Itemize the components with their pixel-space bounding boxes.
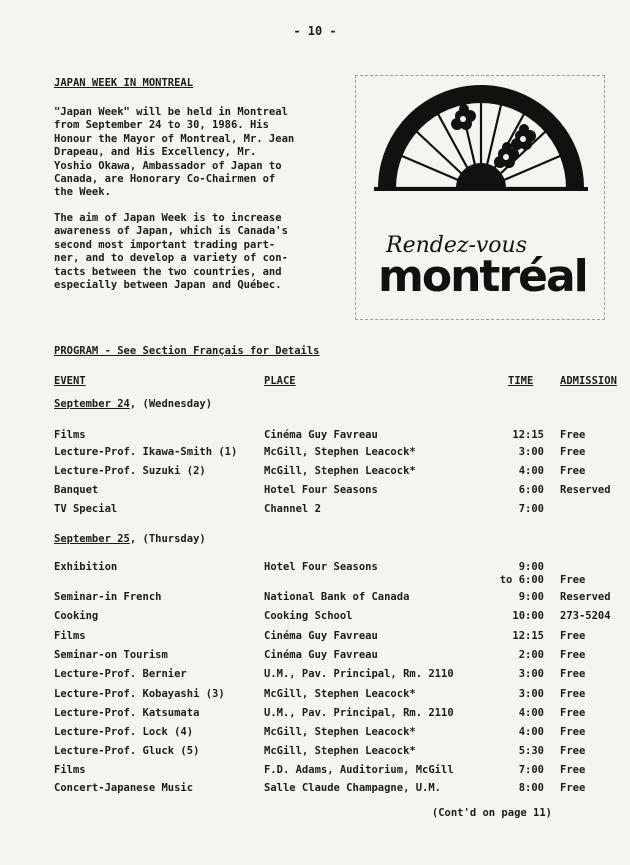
time-cell: 12:15	[512, 429, 544, 441]
time-cell: 10:00	[512, 610, 544, 622]
admission-cell: Free	[560, 707, 586, 719]
table-row	[0, 503, 630, 521]
place-cell: McGill, Stephen Leacock*	[264, 745, 416, 757]
time-cell: 4:00	[518, 726, 544, 738]
header-admission: ADMISSION	[560, 375, 617, 387]
time-cell: 4:00	[518, 465, 544, 477]
place-cell: McGill, Stephen Leacock*	[264, 726, 416, 738]
event-cell: Films	[54, 764, 86, 776]
section-date-sep25: September 25, (Thursday)	[54, 533, 206, 545]
admission-cell: Free	[560, 782, 586, 794]
place-cell: Hotel Four Seasons	[264, 484, 378, 496]
program-title: PROGRAM - See Section Français for Details	[54, 345, 320, 357]
rendez-vous-montreal-logo	[355, 75, 605, 320]
place-cell: McGill, Stephen Leacock*	[264, 688, 416, 700]
admission-cell: Reserved	[560, 484, 611, 496]
time-cell: 12:15	[512, 630, 544, 642]
admission-cell: Free	[560, 726, 586, 738]
place-cell: National Bank of Canada	[264, 591, 410, 603]
table-row	[0, 484, 630, 502]
admission-cell: Free	[560, 764, 586, 776]
place-cell: Cinéma Guy Favreau	[264, 630, 378, 642]
event-cell: Lecture-Prof. Katsumata	[54, 707, 200, 719]
admission-cell: Free	[560, 745, 586, 757]
place-cell: McGill, Stephen Leacock*	[264, 465, 416, 477]
event-cell: Lecture-Prof. Kobayashi (3)	[54, 688, 225, 700]
continued-note: (Cont'd on page 11)	[431, 807, 552, 819]
time-cell: 3:00	[518, 688, 544, 700]
place-cell: McGill, Stephen Leacock*	[264, 446, 416, 458]
event-cell: Lecture-Prof. Bernier	[54, 668, 187, 680]
time-cell: 5:30	[518, 745, 544, 757]
event-cell: Lecture-Prof. Gluck (5)	[54, 745, 200, 757]
event-cell: Seminar-on Tourism	[54, 649, 168, 661]
event-cell: Films	[54, 429, 86, 441]
time-cell: 7:00	[518, 764, 544, 776]
header-place: PLACE	[264, 375, 296, 387]
time-cell: 2:00	[518, 649, 544, 661]
table-row	[0, 446, 630, 464]
place-cell: Hotel Four Seasons	[264, 561, 378, 573]
time-cell: 9:00	[518, 561, 544, 573]
place-cell: Cinéma Guy Favreau	[264, 429, 378, 441]
header-event: EVENT	[54, 375, 86, 387]
time-cell: 3:00	[518, 446, 544, 458]
section-date-sep24: September 24, (Wednesday)	[54, 398, 213, 410]
logo-wordmark: montréal	[378, 251, 587, 302]
place-cell: Cinéma Guy Favreau	[264, 649, 378, 661]
event-cell: Banquet	[54, 484, 99, 496]
table-row	[0, 707, 630, 725]
event-cell: Seminar-in French	[54, 591, 162, 603]
time-cell: to 6:00	[499, 574, 544, 586]
table-row	[0, 782, 630, 800]
table-row	[0, 668, 630, 686]
place-cell: F.D. Adams, Auditorium, McGill	[264, 764, 454, 776]
time-cell: 9:00	[518, 591, 544, 603]
admission-cell: Reserved	[560, 591, 611, 603]
page-number: - 10 -	[293, 24, 337, 38]
article-paragraph-2: The aim of Japan Week is to increase awareness of Japan, which is Canada's second most important trading part- ner, and to develop a variety of con- tacts between the two countries, and especially between Japan and Québec.	[54, 212, 288, 292]
table-row	[0, 726, 630, 744]
event-cell: Lecture-Prof. Suzuki (2)	[54, 465, 206, 477]
logo-tagline: Rendez-vous	[386, 233, 528, 258]
time-cell: 6:00	[518, 484, 544, 496]
header-time: TIME	[508, 375, 534, 387]
admission-cell: 273-5204	[560, 610, 611, 622]
event-cell: TV Special	[54, 503, 118, 515]
table-row	[0, 764, 630, 782]
admission-cell: Free	[560, 429, 586, 441]
place-cell: Cooking School	[264, 610, 353, 622]
time-cell: 4:00	[518, 707, 544, 719]
admission-cell: Free	[560, 574, 586, 586]
table-row	[0, 649, 630, 667]
admission-cell: Free	[560, 465, 586, 477]
place-cell: Channel 2	[264, 503, 321, 515]
time-cell: 3:00	[518, 668, 544, 680]
article-paragraph-1: "Japan Week" will be held in Montreal from September 24 to 30, 1986. His Honour the Mayor of Montreal, Mr. Jean Drapeau, and His Excellency, Mr. Yoshio Okawa, Ambassador of Japan to Canada, are Honorary Co-Chairmen of the Week.	[54, 106, 295, 199]
admission-cell: Free	[560, 446, 586, 458]
table-row	[0, 610, 630, 628]
event-cell: Lecture-Prof. Ikawa-Smith (1)	[54, 446, 238, 458]
admission-cell: Free	[560, 688, 586, 700]
time-cell: 8:00	[518, 782, 544, 794]
time-cell: 7:00	[518, 503, 544, 515]
article-title: JAPAN WEEK IN MONTREAL	[54, 77, 194, 89]
admission-cell: Free	[560, 630, 586, 642]
table-row	[0, 574, 630, 592]
fan-sunrise-icon	[374, 85, 588, 191]
place-cell: Salle Claude Champagne, U.M.	[264, 782, 442, 794]
table-row	[0, 745, 630, 763]
place-cell: U.M., Pav. Principal, Rm. 2110	[264, 668, 454, 680]
event-cell: Films	[54, 630, 86, 642]
admission-cell: Free	[560, 668, 586, 680]
place-cell: U.M., Pav. Principal, Rm. 2110	[264, 707, 454, 719]
table-row	[0, 465, 630, 483]
table-row	[0, 429, 630, 447]
table-row	[0, 688, 630, 706]
table-row	[0, 630, 630, 648]
table-row	[0, 591, 630, 609]
event-cell: Cooking	[54, 610, 99, 622]
event-cell: Concert-Japanese Music	[54, 782, 194, 794]
event-cell: Exhibition	[54, 561, 118, 573]
admission-cell: Free	[560, 649, 586, 661]
event-cell: Lecture-Prof. Lock (4)	[54, 726, 194, 738]
